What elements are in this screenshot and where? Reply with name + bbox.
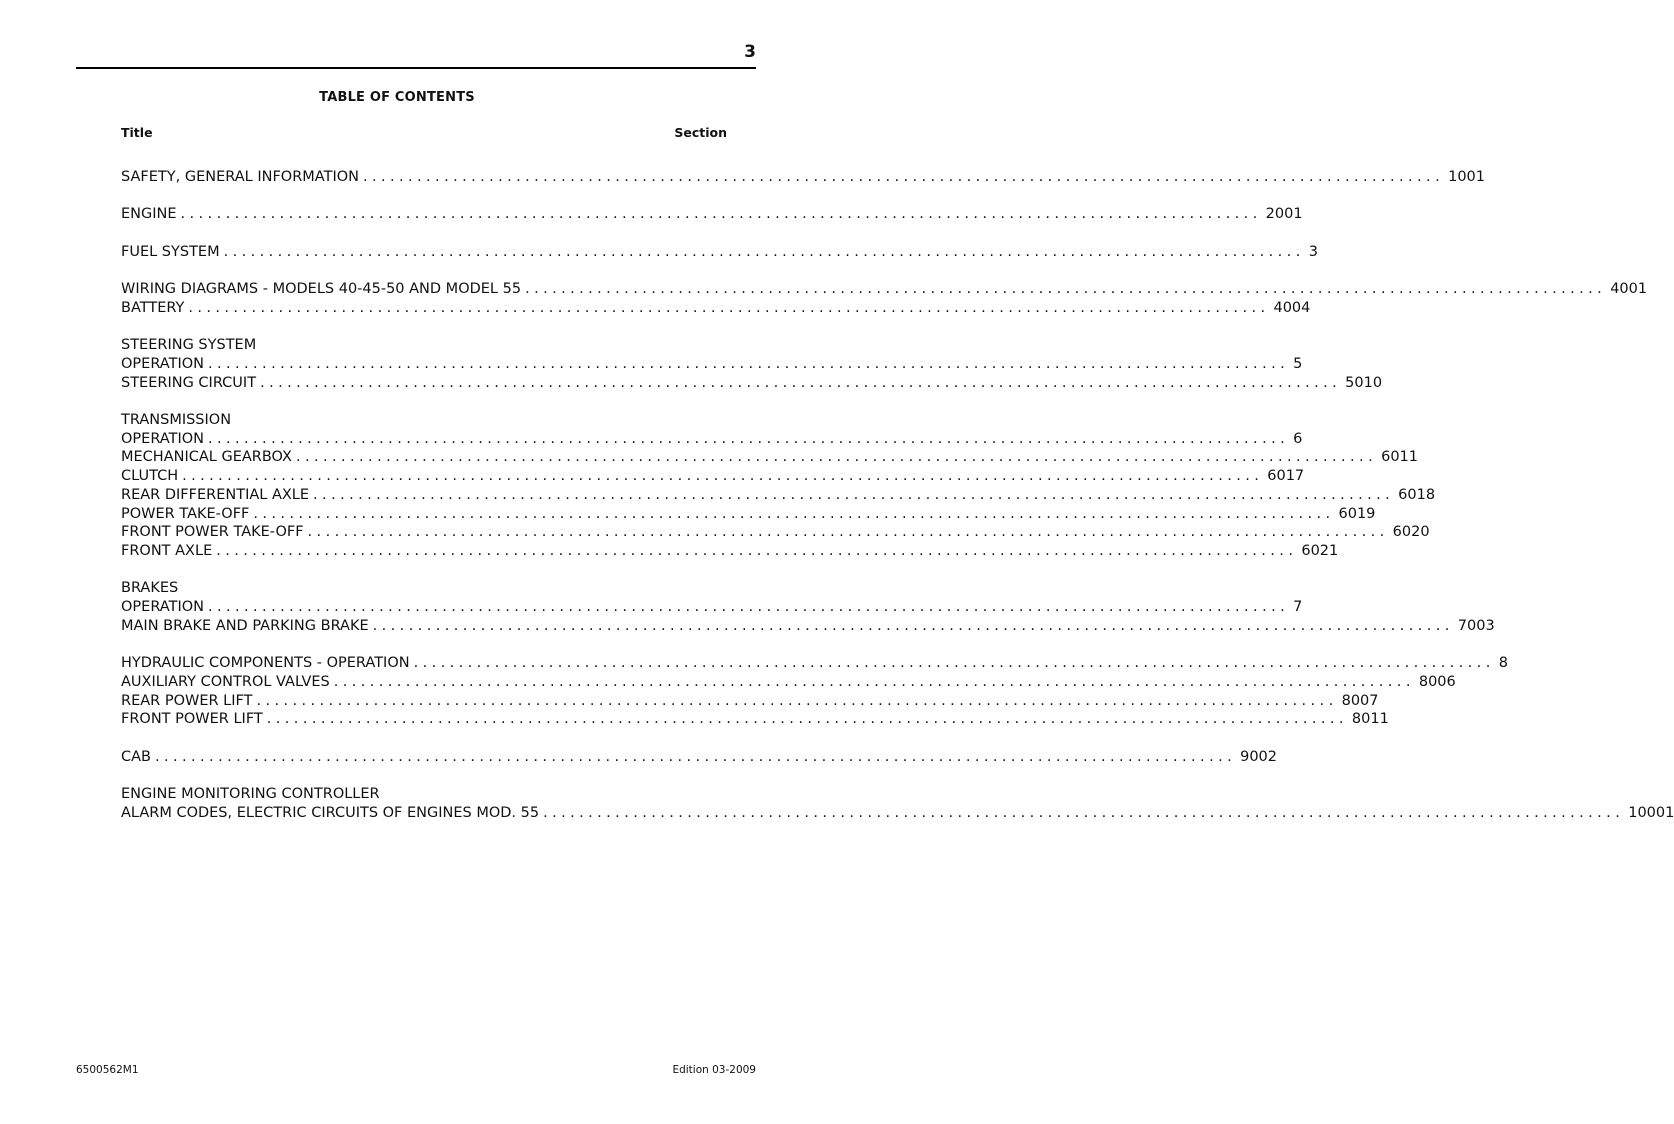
dot-leader: ........................................................................................................................	[413, 655, 1495, 672]
column-header-section: Section	[674, 125, 727, 140]
toc-entry-section: 3	[1308, 243, 1318, 260]
toc-entry[interactable]	[121, 168, 1485, 187]
toc-entry-label: REAR POWER LIFT	[121, 692, 253, 709]
toc-list	[121, 168, 1674, 841]
toc-entry-label: FRONT POWER LIFT	[121, 711, 263, 728]
toc-entry-label: OPERATION	[121, 599, 204, 616]
dot-leader: ........................................................................................................................	[362, 169, 1445, 185]
dot-leader: ........................................................................................................................	[260, 374, 1342, 391]
page-number: 3	[744, 42, 756, 62]
toc-group-heading: ENGINE MONITORING CONTROLLER	[121, 786, 380, 803]
toc-entry-section: 9002	[1240, 748, 1278, 765]
toc-entry-label: ALARM CODES, ELECTRIC CIRCUITS OF ENGINES MOD. 55	[121, 804, 540, 821]
toc-entry[interactable]	[121, 748, 1278, 767]
toc-entry-label: HYDRAULIC COMPONENTS - OPERATION	[121, 655, 410, 672]
toc-group	[121, 280, 1648, 317]
toc-entry[interactable]	[121, 205, 1303, 224]
toc-entry[interactable]	[121, 280, 1648, 299]
toc-entry-section: 2001	[1265, 206, 1303, 223]
toc-entry-label: FRONT AXLE	[121, 542, 213, 559]
toc-entry[interactable]	[121, 523, 1430, 542]
dot-leader: ........................................................................................................................	[208, 599, 1290, 616]
toc-entry-section: 6020	[1392, 524, 1430, 541]
toc-entry-section: 6	[1293, 430, 1303, 447]
toc-entry-section: 6019	[1338, 505, 1376, 522]
toc-entry-section: 7003	[1457, 617, 1495, 634]
toc-entry-section: 8	[1498, 655, 1508, 672]
dot-leader: ........................................................................................................................	[295, 449, 1378, 466]
dot-leader: ........................................................................................................................	[182, 468, 1264, 485]
toc-group	[121, 654, 1508, 729]
toc-entry-section: 6017	[1267, 468, 1305, 485]
toc-entry-label: AUXILIARY CONTROL VALVES	[121, 673, 330, 690]
toc-entry-section: 8011	[1351, 711, 1389, 728]
toc-group	[121, 411, 1436, 561]
header-rule	[76, 67, 756, 69]
toc-entry-label: CAB	[121, 748, 151, 765]
toc-group	[121, 785, 1674, 822]
toc-entry[interactable]	[121, 374, 1383, 393]
toc-entry-section: 7	[1293, 599, 1303, 616]
column-header-title: Title	[121, 125, 153, 140]
toc-entry-label: OPERATION	[121, 430, 204, 447]
toc-entry-section: 5	[1293, 355, 1303, 372]
toc-entry-label: POWER TAKE-OFF	[121, 505, 250, 522]
dot-leader: ........................................................................................................................	[208, 355, 1290, 372]
dot-leader: ........................................................................................................................	[216, 542, 1298, 559]
toc-entry[interactable]	[121, 486, 1436, 505]
toc-entry[interactable]	[121, 243, 1318, 262]
toc-entry[interactable]	[121, 617, 1495, 636]
toc-entry[interactable]	[121, 654, 1508, 673]
dot-leader: ........................................................................................................................	[266, 711, 1348, 728]
dot-leader: ........................................................................................................................	[253, 505, 1335, 522]
toc-entry[interactable]	[121, 430, 1303, 449]
toc-entry-section: 8006	[1418, 673, 1456, 690]
toc-entry-label: FRONT POWER TAKE-OFF	[121, 524, 304, 541]
dot-leader: ........................................................................................................................	[525, 281, 1607, 298]
dot-leader: ........................................................................................................................	[223, 243, 1305, 260]
toc-group	[121, 579, 1495, 635]
toc-entry-label: BATTERY	[121, 299, 185, 316]
dot-leader: ........................................................................................................................	[208, 430, 1290, 447]
toc-column-headers	[121, 125, 727, 140]
toc-entry-section: 4004	[1273, 299, 1311, 316]
dot-leader: ........................................................................................................................	[256, 692, 1338, 709]
toc-entry[interactable]	[121, 710, 1389, 729]
document-code: 6500562M1	[76, 1064, 139, 1076]
toc-entry[interactable]	[121, 598, 1303, 617]
toc-entry-section: 10001	[1628, 804, 1674, 821]
dot-leader: ........................................................................................................................	[188, 299, 1270, 316]
toc-entry-section: 4001	[1610, 281, 1648, 298]
toc-entry-label: FUEL SYSTEM	[121, 243, 220, 260]
toc-entry[interactable]	[121, 692, 1379, 711]
toc-entry-label: CLUTCH	[121, 468, 179, 485]
toc-entry-label: SAFETY, GENERAL INFORMATION	[121, 169, 359, 185]
toc-group	[121, 205, 1303, 224]
toc-entry-label: STEERING CIRCUIT	[121, 374, 257, 391]
page-footer	[76, 1064, 756, 1076]
dot-leader: ........................................................................................................................	[307, 524, 1389, 541]
toc-entry-section: 6018	[1398, 486, 1436, 503]
dot-leader: ........................................................................................................................	[543, 804, 1625, 821]
dot-leader: ........................................................................................................................	[372, 617, 1454, 634]
toc-entry[interactable]	[121, 448, 1418, 467]
toc-group	[121, 168, 1485, 187]
toc-entry-section: 8007	[1341, 692, 1379, 709]
toc-entry-label: REAR DIFFERENTIAL AXLE	[121, 486, 310, 503]
toc-group-heading: STEERING SYSTEM	[121, 337, 257, 354]
toc-entry[interactable]	[121, 804, 1674, 823]
toc-entry[interactable]	[121, 299, 1311, 318]
toc-group	[121, 748, 1278, 767]
toc-group-heading: BRAKES	[121, 580, 179, 597]
toc-group	[121, 243, 1318, 262]
toc-entry[interactable]	[121, 505, 1376, 524]
toc-entry-section: 6021	[1301, 542, 1339, 559]
toc-entry[interactable]	[121, 542, 1339, 561]
toc-entry-label: MECHANICAL GEARBOX	[121, 449, 292, 466]
dot-leader: ........................................................................................................................	[155, 748, 1237, 765]
dot-leader: ........................................................................................................................	[313, 486, 1395, 503]
toc-entry-label: ENGINE	[121, 206, 177, 223]
toc-entry[interactable]	[121, 355, 1303, 374]
toc-group	[121, 336, 1383, 392]
toc-entry[interactable]	[121, 673, 1456, 692]
toc-entry-label: OPERATION	[121, 355, 204, 372]
toc-entry-label: WIRING DIAGRAMS - MODELS 40-45-50 AND MODEL 55	[121, 281, 522, 298]
toc-title: TABLE OF CONTENTS	[319, 90, 475, 105]
toc-entry-section: 5010	[1345, 374, 1383, 391]
toc-entry-label: MAIN BRAKE AND PARKING BRAKE	[121, 617, 369, 634]
dot-leader: ........................................................................................................................	[180, 206, 1262, 223]
toc-entry-section: 6011	[1381, 449, 1418, 466]
edition-label: Edition 03-2009	[672, 1064, 756, 1076]
toc-entry[interactable]	[121, 467, 1305, 486]
dot-leader: ........................................................................................................................	[333, 673, 1415, 690]
toc-entry-section: 1001	[1448, 169, 1485, 185]
toc-group-heading: TRANSMISSION	[121, 412, 232, 429]
